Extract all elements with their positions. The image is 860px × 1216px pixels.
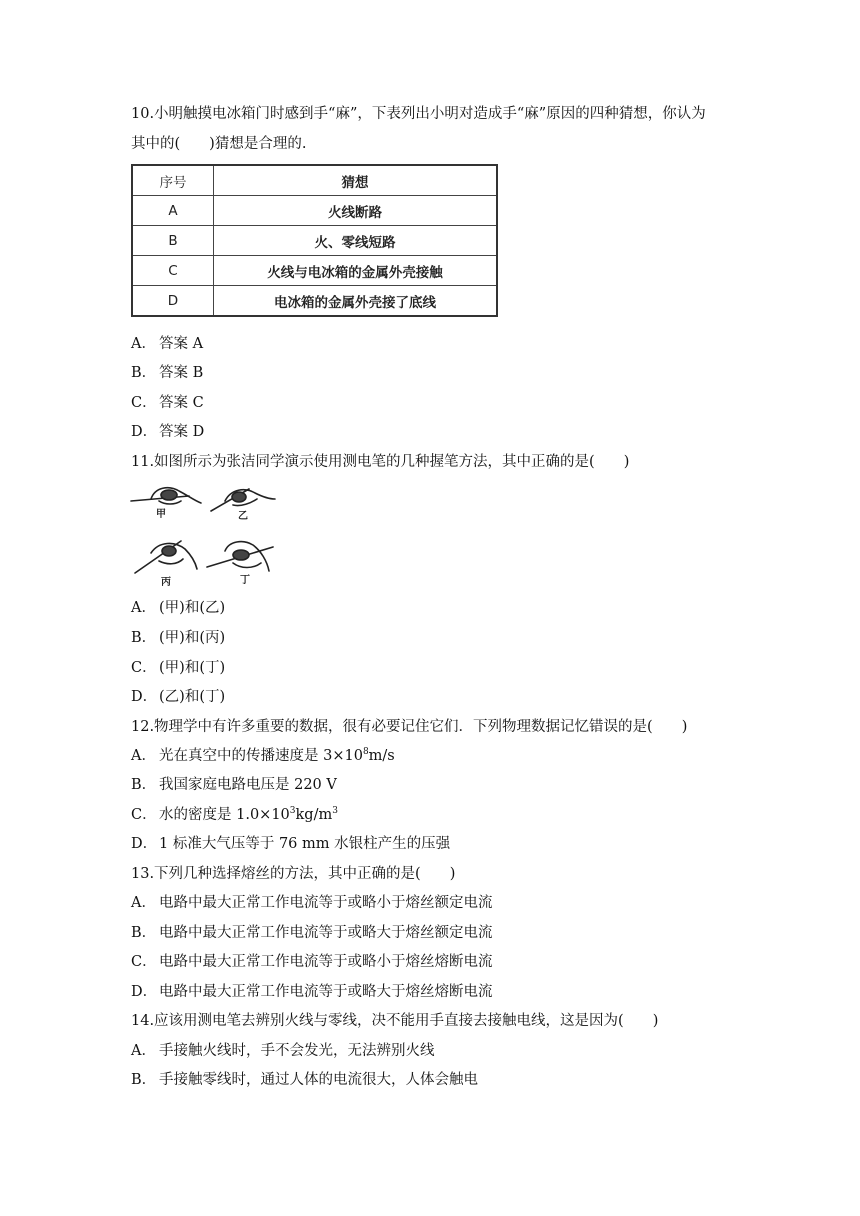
q13-option-d[interactable]: D． 电路中最大正常工作电流等于或略大于熔丝熔断电流 [131,984,493,1000]
q10-option-a[interactable]: A． 答案 A [131,336,204,352]
q10-option-b[interactable]: B． 答案 B [131,365,204,381]
table-cell-guess: 火线断路 [214,196,498,226]
table-cell-index: C [132,256,214,286]
q11-option-d[interactable]: D． (乙)和(丁) [131,689,226,705]
q12-option-c[interactable]: C． 水的密度是 $1.0\times 10^3kg/m^3$ [131,806,338,823]
table-header-row [132,165,497,196]
label-jia: 甲 [156,509,166,520]
table-cell-index: B [132,226,214,256]
q11-stem: 11.如图所示为张洁同学演示使用测电笔的几种握笔方法，其中正确的是( ) [131,454,630,470]
q10-option-c[interactable]: C． 答案 C [131,395,204,411]
q12-option-b[interactable]: B． 我国家庭电路电压是 220 V [131,777,337,793]
q13-stem: 13.下列几种选择熔丝的方法，其中正确的是( ) [131,866,456,882]
q14-option-b[interactable]: B． 手接触零线时，通过人体的电流很大，人体会触电 [131,1072,478,1088]
q12-stem: 12.物理学中有许多重要的数据，很有必要记住它们．下列物理数据记忆错误的是( ) [131,719,688,735]
grip-bing-drawing [135,541,197,573]
table-row [132,256,497,286]
q11-option-c[interactable]: C． (甲)和(丁) [131,660,226,676]
grip-ding-drawing [207,542,273,571]
guess-table [131,164,498,317]
q13-option-c[interactable]: C． 电路中最大正常工作电流等于或略小于熔丝熔断电流 [131,954,493,970]
q12-option-a[interactable]: A． 光在真空中的传播速度是 $3\times 10^8m/s$ [131,747,395,764]
q10-option-d[interactable]: D． 答案 D [131,424,205,440]
table-cell-guess: 火、零线短路 [214,226,498,256]
label-yi: 乙 [238,511,248,522]
table-header-guess: 猜想 [214,165,498,196]
pen-grip-illustration [129,481,279,591]
grip-jia-drawing [131,488,201,504]
q10-stem-line1: 10.小明触摸电冰箱门时感到手“麻”，下表列出小明对造成手“麻”原因的四种猜想，你认为 [131,106,706,122]
table-header-index: 序号 [132,165,214,196]
q11-option-a[interactable]: A． (甲)和(乙) [131,600,226,616]
pen-grip-figure [129,481,279,591]
table-row [132,226,497,256]
table-cell-guess: 火线与电冰箱的金属外壳接触 [214,256,498,286]
table-row [132,286,497,317]
grip-yi-drawing [211,489,275,511]
label-bing: 丙 [161,577,171,588]
q11-option-b[interactable]: B． (甲)和(丙) [131,630,226,646]
label-ding: 丁 [240,575,250,586]
table-cell-index: D [132,286,214,317]
q13-option-a[interactable]: A． 电路中最大正常工作电流等于或略小于熔丝额定电流 [131,895,493,911]
q13-option-b[interactable]: B． 电路中最大正常工作电流等于或略大于熔丝额定电流 [131,925,493,941]
table-cell-guess: 电冰箱的金属外壳接了底线 [214,286,498,317]
q10-stem-line2: 其中的( )猜想是合理的. [131,136,307,152]
q12-option-d[interactable]: D． 1 标准大气压等于 76 mm 水银柱产生的压强 [131,836,451,852]
table-row [132,196,497,226]
q14-stem: 14.应该用测电笔去辨别火线与零线，决不能用手直接去接触电线，这是因为( ) [131,1013,659,1029]
q14-option-a[interactable]: A． 手接触火线时，手不会发光，无法辨别火线 [131,1043,435,1059]
table-cell-index: A [132,196,214,226]
